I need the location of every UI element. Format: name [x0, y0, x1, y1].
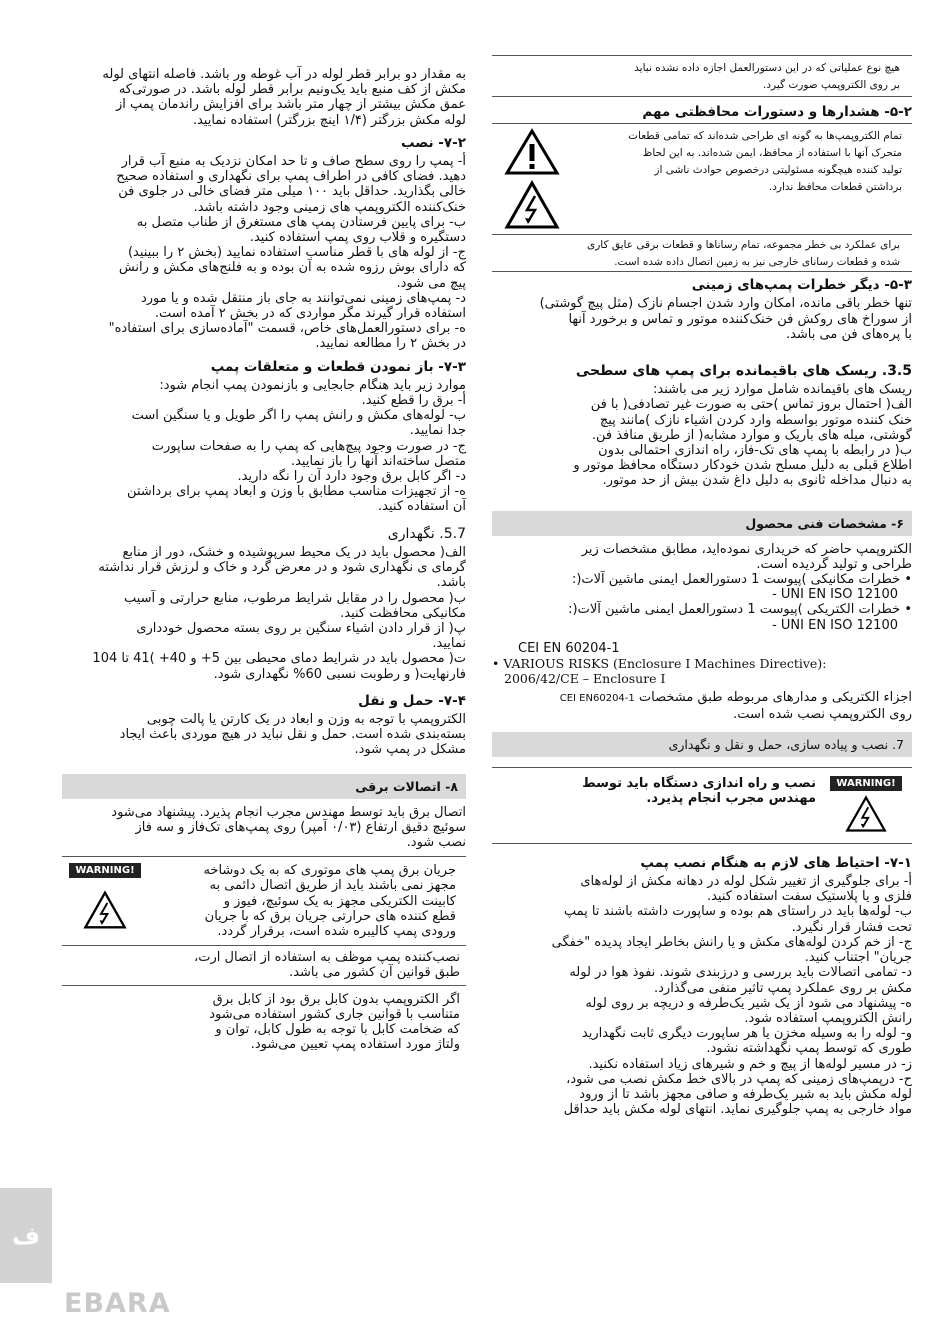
warning-icons	[492, 128, 572, 230]
text-line: ریسک های باقیمانده شامل موارد زیر می باشند:	[653, 382, 912, 398]
section-title-3-5: 3.5. ریسک های باقیمانده برای پمپ های سطحی	[575, 363, 912, 380]
warning-text	[572, 128, 912, 230]
section-body-3-5	[492, 382, 912, 488]
text-line: مکانیکی محافظت کنید.	[340, 605, 466, 621]
text-line: و- لوله را به وسیله مخزن یا هر ساپورت دیگری ثابت نگهدارید	[581, 1026, 912, 1042]
text-line: مواد خارجی به پمپ جلوگیری نماید. انتهای لوله مکش باید حداقل	[563, 1102, 912, 1118]
text-line: مشکل در پمپ شود.	[354, 742, 466, 758]
text-line: مکش بر روی عملکرد پمپ تاثیر منفی می‌گذارد.	[654, 980, 912, 996]
text-line: د- تمامی اتصالات باید بررسی و درزبندی شوند. نفوذ هوا در لوله	[569, 965, 912, 981]
text-line: ب( محصول را در مقابل شرایط مرطوب، منابع حرارتی و آسیب	[123, 590, 466, 606]
text-line: متصل ساخته‌اند آنها را باز نمایید.	[290, 453, 466, 469]
text-line: طبق قوانین آن کشور می باشد.	[289, 965, 460, 981]
standard-cei: CEI EN 60204-1	[518, 640, 620, 656]
text-line: سوئیچ دقیق ارتفاع (۰/۰۳ آمپر) روی پمپ‌های تک‌فاز و سه فاز	[135, 819, 466, 835]
cable-note	[62, 986, 466, 1053]
text-line: متناسب با قوانین جاری کشور استفاده می‌شود	[209, 1006, 460, 1022]
text-line: موارد زیر باید هنگام جابجایی و بازنمودن پمپ انجام شود:	[159, 377, 466, 393]
warning-badge-group	[826, 776, 912, 833]
language-side-tab: ف	[0, 1188, 52, 1283]
section-body-7-2	[62, 154, 466, 352]
text-line: رانش الکتروپمپ استفاده شود.	[744, 1010, 912, 1026]
bullet-electrical: • خطرات الکتریکی )پیوست 1 دستورالعمل ایمنی ماشین آلات(:	[568, 602, 912, 618]
section-title-5-3: ۵-۳- دیگر خطرات پمپ‌های زمینی	[691, 277, 912, 294]
text-line: جریان برق پمپ های موتوری که به یک دوشاخه	[203, 863, 456, 879]
text-line: نصب و راه اندازی دستگاه باید توسط	[582, 775, 816, 791]
text-line: قطع کننده های حرارتی جریان برق که با جریان	[204, 908, 456, 924]
text-line: الف( محصول باید در یک محیط سرپوشیده و خشک، دور از منابع	[122, 544, 466, 560]
text-line: جریان" اجتناب کنید.	[804, 950, 912, 966]
electric-hazard-icon	[504, 180, 560, 230]
standard-electrical: UNI EN ISO 12100 -	[772, 617, 898, 633]
text-line: پ( از قرار دادن اشیاء سنگین بر روی بسته محصول خودداری	[136, 620, 466, 636]
section-body-5-7	[62, 545, 466, 682]
right-column	[492, 55, 912, 1117]
text-line: خالی بگذارید. حداقل باید ۱۰۰ میلی متر فضای خالی در جلوی فن	[118, 184, 466, 200]
text-line: ب- برای پایین فرستادن پمپ های مستغرق از طناب متصل به	[136, 214, 466, 230]
text-line: خنک‌کننده الکتروپمپ های زمینی وجود داشته باشد.	[193, 199, 466, 215]
section-bar-7: 7. نصب و پیاده سازی، حمل و نقل و نگهداری	[492, 732, 912, 757]
text-line: أ- برای جلوگیری از تغییر شکل لوله در دهانه مکش از لوله‌های	[580, 874, 912, 890]
text-line: متحرک آنها با استفاده از محافظ، ایمن شده‌اند. به این لحاظ	[642, 147, 902, 160]
text-line: گرمای ی نگهداری شود و در معرض گرد و خاک و لرزش قرار نداشته	[98, 560, 466, 576]
section-title-5-2: ۵-۲- هشدارها و دستورات محافظتی مهم	[642, 104, 912, 120]
section-bar-8: ۸- اتصالات برقی	[62, 774, 466, 799]
warning-label: WARNING!	[830, 776, 901, 791]
text-line: لوله مکش باید به شیر یک‌طرفه و صافی مجهز باشد تا از ورود	[579, 1086, 912, 1102]
text-line: ه- پیشنهاد می شود از یک شیر یک‌طرفه و دریچه بر روی لوله	[585, 995, 912, 1011]
standard-mechanical: UNI EN ISO 12100 -	[772, 587, 898, 603]
text-line: الکتروپمپ حاضر که خریداری نموده‌اید، مطابق مشخصات زیر	[581, 541, 912, 557]
text-line: که ضخامت کابل با توجه به طول کابل، توان و	[215, 1021, 460, 1037]
text-line: تمام الکتروپمپ‌ها به گونه ای طراحی شده‌اند که تمامی قطعات	[628, 130, 902, 143]
section-title-7-4: ۷-۴- حمل و نقل	[358, 692, 466, 709]
text-line: ه- از تجهیزات مناسب مطابق با وزن و ابعاد پمپ برای برداشتن	[127, 484, 466, 500]
text-line: اگر الکتروپمپ بدون کابل برق بود از کابل برق	[212, 991, 460, 1007]
text-line: ورودی پمپ کالیبره شده است، برقرار گردد.	[217, 923, 456, 939]
text-line: با پره‌های فن می باشد.	[785, 326, 912, 342]
text-line: مهندس مجرب انجام پذیرد.	[646, 791, 816, 807]
text-line: د- اگر کابل برق وجود دارد آن را نگه دارید.	[237, 469, 466, 485]
parts-code: CEI EN60204-1	[559, 693, 635, 705]
exclamation-warning-icon	[504, 128, 560, 176]
text-line: کابینت الکتریکی مجهز به یک سوئیچ، فیوز و	[223, 893, 456, 909]
text-line: هیچ نوع عملیاتی که در این دستورالعمل اجازه داده نشده نباید	[634, 62, 900, 74]
warning-box-guards	[492, 124, 912, 234]
text-line: ب( در رابطه با پمپ های تک-فاز، راه اندازی احتمالی بدون	[598, 443, 912, 459]
section-title-7-3: ۷-۳- باز نمودن قطعات و متعلقات پمپ	[210, 358, 466, 375]
text-line: الف( احتمال بروز تماس )حتی به صورت غیر تصادفی( با فن	[590, 397, 912, 413]
section-body-8	[62, 805, 466, 851]
intro-text	[62, 67, 466, 128]
intro-note	[492, 56, 912, 94]
text-line: که دارای بوش رزوه شده به آن بوده و به فلنج‌های مکش و رانش	[118, 260, 466, 276]
text-line: ز- در مسیر لوله‌ها از پیچ و خم و شیرهای زیاد استفاده نکنید.	[588, 1056, 912, 1072]
text-line: پیچ می شود.	[396, 275, 466, 291]
text-line: تحت فشار قرار نگیرد.	[791, 919, 912, 935]
section-title-5-7: 5.7. نگهداری	[387, 525, 466, 542]
text-line: جدا نمایید.	[409, 423, 466, 439]
text-line: از سوراخ های روکش فن خنک‌کننده موتور و تماس و برخورد آنها	[568, 311, 912, 327]
warning-box-install	[492, 767, 912, 844]
text-line: تنها خطر باقی مانده، امکان وارد شدن اجسام نازک (مثل پیچ گوشتی)	[539, 296, 912, 312]
text-line: به مقدار دو برابر قطر لوله در آب غوطه ور باشد. فاصله انتهای لوله	[102, 67, 466, 82]
electric-hazard-icon	[83, 890, 127, 930]
text-line: الکتروپمپ با توجه به وزن و ابعاد در یک کارتن یا پالت چوبی	[146, 711, 466, 727]
text-line: طوری که توسط پمپ نگهداشته نشود.	[706, 1041, 912, 1057]
text-line: ه- برای دستورالعمل‌های خاص، قسمت "آماده‌سازی برای استفاده"	[108, 321, 466, 337]
warning-text	[148, 863, 466, 939]
text-line: تولید کننده هیچگونه مسئولیتی درخصوص حوادث ناشی از	[654, 164, 902, 177]
rule	[492, 271, 912, 272]
warning-text	[492, 776, 826, 833]
text-line: مجهز نمی باشند باید از طریق اتصال دائمی به	[209, 878, 456, 894]
section-title-7-2: ۷-۲- نصب	[400, 134, 466, 151]
earthing-note	[62, 946, 466, 984]
warning-box-electrical	[62, 856, 466, 939]
warning-label: WARNING!	[69, 863, 140, 878]
text-line: اطلاع قبلی به دلیل مسلح شدن خودکار دستگاه محافظ موتور و	[573, 458, 912, 474]
text-line: نصب‌کننده پمپ موظف به استفاده از اتصال ارت،	[194, 950, 460, 966]
text-line: آن استفاده کنید.	[378, 499, 466, 515]
ebara-logo: EBARA	[64, 1288, 171, 1319]
electrical-parts: اجزاء الکتریکی و مدارهای مربوطه طبق مشخصات CEI EN60204-1	[559, 690, 912, 706]
text-line: ولتاژ مورد استفاده پمپ تعیین می‌شود.	[250, 1037, 460, 1053]
text-line: ج- در صورت وجود پیچ‌هایی که پمپ را به صفحات ساپورت	[151, 438, 466, 454]
text-line: لوله مکش بزرگتر (۱/۴ اینچ بزرگتر) استفاده نمایید.	[192, 112, 466, 128]
text-line: به دنبال مداخله ثانوی به دلیل داغ شدن بیش از حد موتور.	[602, 473, 912, 489]
text-line: فلزی و یا پلاستیک سفت استفاده کنید.	[706, 889, 912, 905]
section-body-7-4	[62, 712, 466, 758]
text-line: در بخش ۲ را مطالعه نمایید.	[315, 336, 466, 352]
section-bar-6: ۶- مشخصات فنی محصول	[492, 511, 912, 536]
text-line: خنک کننده موتور بواسطه وارد کردن اشیاء نازک )مانند پیچ	[599, 412, 912, 428]
section-body-5-3	[492, 296, 912, 342]
text-line: أ- پمپ را روی سطح صاف و تا حد امکان نزدیک به منبع آب قرار	[121, 154, 466, 170]
text-line: ت( محصول باید در شرایط دمای محیطی بین 5+ و 40+ )41 تا 104	[92, 651, 466, 667]
text-line: برای عملکرد بی خطر مجموعه، تمام رسانا‌ها و قطعات برقی عایق کاری	[587, 239, 900, 252]
text-line: دستگیره و قلاب روی پمپ استفاده کنید.	[249, 230, 466, 246]
warning-badge-group	[62, 863, 148, 939]
various-risks: • VARIOUS RISKS (Enclosure I Machines Directive):	[492, 656, 827, 672]
text-line: فارنهایت( و رطوبت نسبی 60% نگهداری شود.	[213, 666, 466, 682]
text-line: دهید. فضای کافی در اطراف پمپ برای نگهداری و استفاده صحیح	[116, 169, 466, 185]
text-line: طراحی و تولید گردیده است.	[756, 556, 912, 572]
text-line: بر روی الکتروپمپ صورت گیرد.	[763, 79, 900, 91]
machine-directive: 2006/42/CE – Enclosure I	[504, 671, 666, 687]
rule	[492, 96, 912, 97]
section-body-7-1	[492, 874, 912, 1117]
text-line: ب- لوله‌های مکش و رانش پمپ را اگر طویل و یا سنگین است	[131, 408, 466, 424]
text-line: د- پمپ‌های زمینی نمی‌توانند به جای باز منتقل شده و یا مورد	[140, 290, 466, 306]
text-line: استفاده قرار گیرند مگر مواردی که در بخش ۲ آمده است.	[154, 306, 466, 322]
section-body-7-3	[62, 378, 466, 515]
electrical-parts-2: روی الکتروپمپ نصب شده است.	[733, 706, 912, 722]
left-column	[62, 67, 466, 1052]
text-line: شده و قطعات رسانای خارجی نیز به زمین اتصال داده شده است.	[614, 256, 900, 269]
text-line: ج- از خم کردن لوله‌های مکش و یا رانش بخاطر ایجاد پدیده "خفگی	[551, 934, 912, 950]
text-line: بسته‌بندی شده است. حمل و نقل نباید در هیچ موردی باعث ایجاد	[119, 727, 466, 743]
text-line: برداشتن قطعات محافظ ندارد.	[768, 181, 902, 194]
electric-hazard-icon	[845, 795, 887, 833]
text-line: اتصال برق باید توسط مهندس مجرب انجام پذیرد. پیشنهاد می‌شود	[111, 804, 466, 820]
text-line: مکش از کف منبع باید یک‌ونیم برابر قطر لوله باشد. در صورتی‌که	[118, 82, 466, 98]
text-line: گوشتی، میله های باریک و موارد مشابه( از طریق منافذ فن.	[591, 427, 912, 443]
text-line: باشد.	[436, 575, 466, 591]
bullet-mechanical: • خطرات مکانیکی )پیوست 1 دستورالعمل ایمنی ماشین آلات(:	[571, 572, 912, 588]
section-body-6	[492, 542, 912, 572]
text-line: نمایید.	[432, 636, 466, 652]
text-line: نصب شود.	[406, 834, 466, 850]
text-line: ب- لوله‌ها باید در راستای هم بوده و ساپورت داشته باشند تا پمپ	[563, 904, 912, 920]
text-line: ح- درپمپ‌های زمینی که پمپ در بالای خط مکش نصب می شود،	[566, 1071, 912, 1087]
text-line: أ- برق را قطع کنید.	[361, 393, 466, 409]
text-line: عمق مکش بیشتر از چهار متر باشد برای افزایش راندمان پمپ از	[115, 97, 466, 113]
text-line: ج- از لوله های با قطر مناسب استفاده نمایید (بخش ۲ را ببینید)	[127, 245, 466, 261]
safety-note	[492, 235, 912, 271]
section-title-7-1: ۷-۱- احتیاط های لازم به هنگام نصب پمپ	[640, 854, 912, 871]
